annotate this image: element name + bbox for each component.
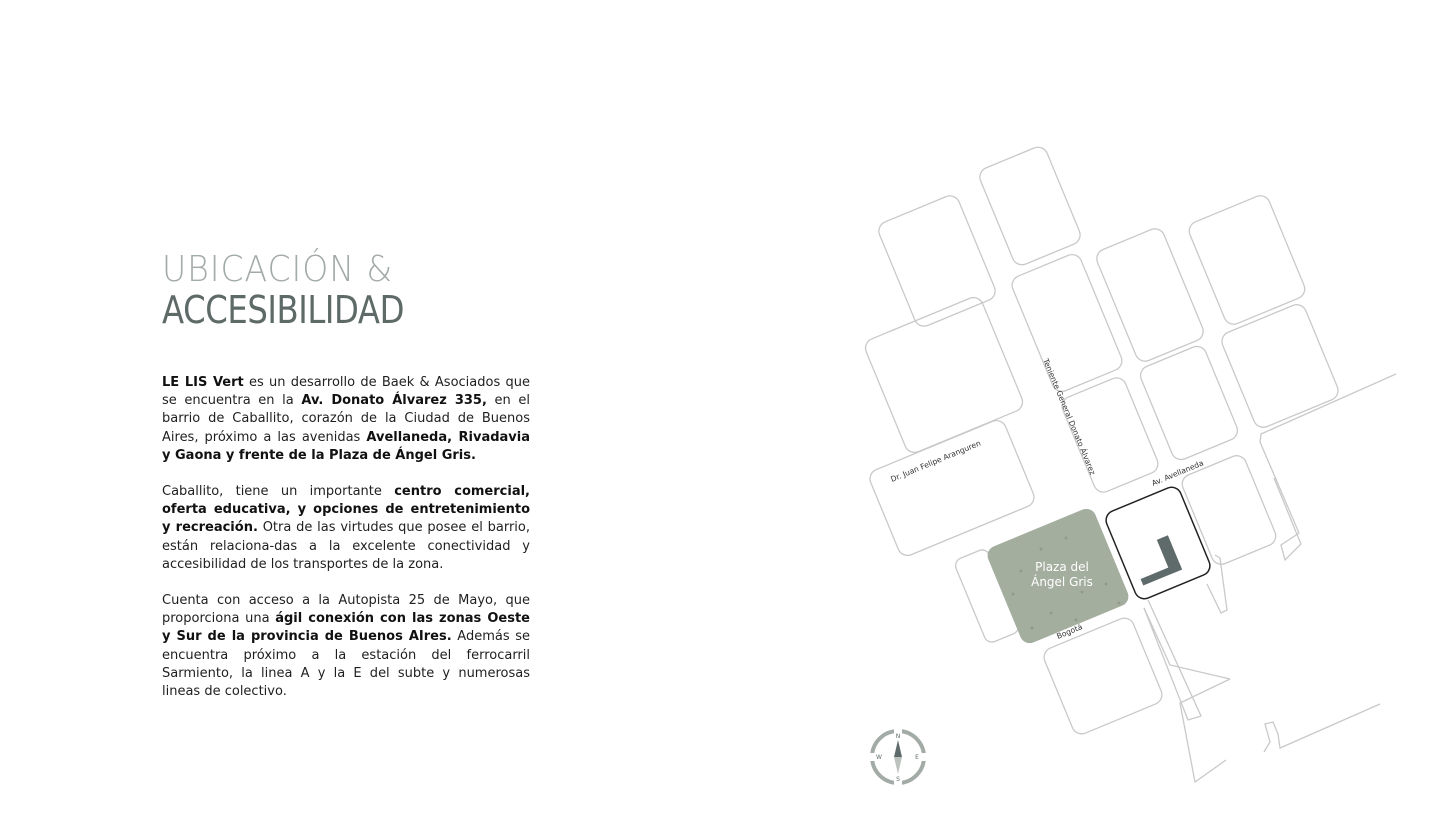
highlight-text: LE LIS Vert [162,375,244,390]
paragraph-text: Caballito, tiene un importante [162,484,395,500]
street-label-aranguren: Dr. Juan Felipe Aranguren [889,438,983,484]
paragraph-text: en el barrio de Caballito, corazón de la Ciudad de Buenos Aires, próximo a las avenidas [162,393,530,445]
plaza-angel-gris [985,506,1132,646]
paragraph-neighborhood [162,483,530,574]
compass-s: S [896,776,900,783]
plaza-label-line-2: Ángel Gris [1031,575,1093,589]
block [977,144,1083,268]
title-line-2: ACCESIBILIDAD [162,288,405,332]
street-label-avellaneda: Av. Avellaneda [1150,458,1205,488]
description [162,374,530,719]
building-footprint [1129,535,1182,585]
paragraph-text: es un desarrollo de Baek & Asociados que se encuentra en la [162,375,530,409]
street-edges [1144,374,1396,782]
block [1138,343,1241,462]
block [1009,252,1125,395]
city-blocks [862,144,1341,737]
compass-n: N [895,733,901,740]
block [1219,302,1341,431]
street-label-bogota: Bogotá [1055,622,1084,641]
highlight-text: centro comercial, oferta educativa, y opciones de entretenimiento y recreación. [162,484,530,536]
location-map [840,120,1420,800]
title-line-1: UBICACIÓN & [162,249,394,290]
highlight-text: Avellaneda, Rivadavia y Gaona y frente de la Plaza de Ángel Gris. [162,429,531,463]
street-label-donato-alvarez: Teniente General Donato Álvarez [1041,357,1098,477]
compass-e: E [915,754,919,761]
block [876,193,998,329]
paragraph-text: Cuenta con acceso a la Autopista 25 de Mayo, que proporciona una [162,593,530,627]
block [867,418,1037,559]
page-title [162,250,447,330]
highlight-text: Av. Donato Álvarez 335, [301,393,487,409]
block [1094,226,1206,364]
paragraph-text: Otra de las virtudes que posee el barrio, están relaciona-das a la excelente conectividad y accesibilidad de los transportes de la zona. [162,520,530,572]
paragraph-transport [162,592,530,701]
compass-w: W [876,754,882,761]
compass-icon [869,728,927,786]
paragraph-location [162,374,530,465]
highlight-text: ágil conexión con las zonas Oeste y Sur de la provincia de Buenos AIres. [162,611,530,645]
plaza-label-line-1: Plaza del [1035,560,1089,574]
paragraph-text: Además se encuentra próximo a la estación del ferrocarril Sarmiento, la linea A y la E del subte y numerosas lineas de colectivo. [162,629,530,700]
